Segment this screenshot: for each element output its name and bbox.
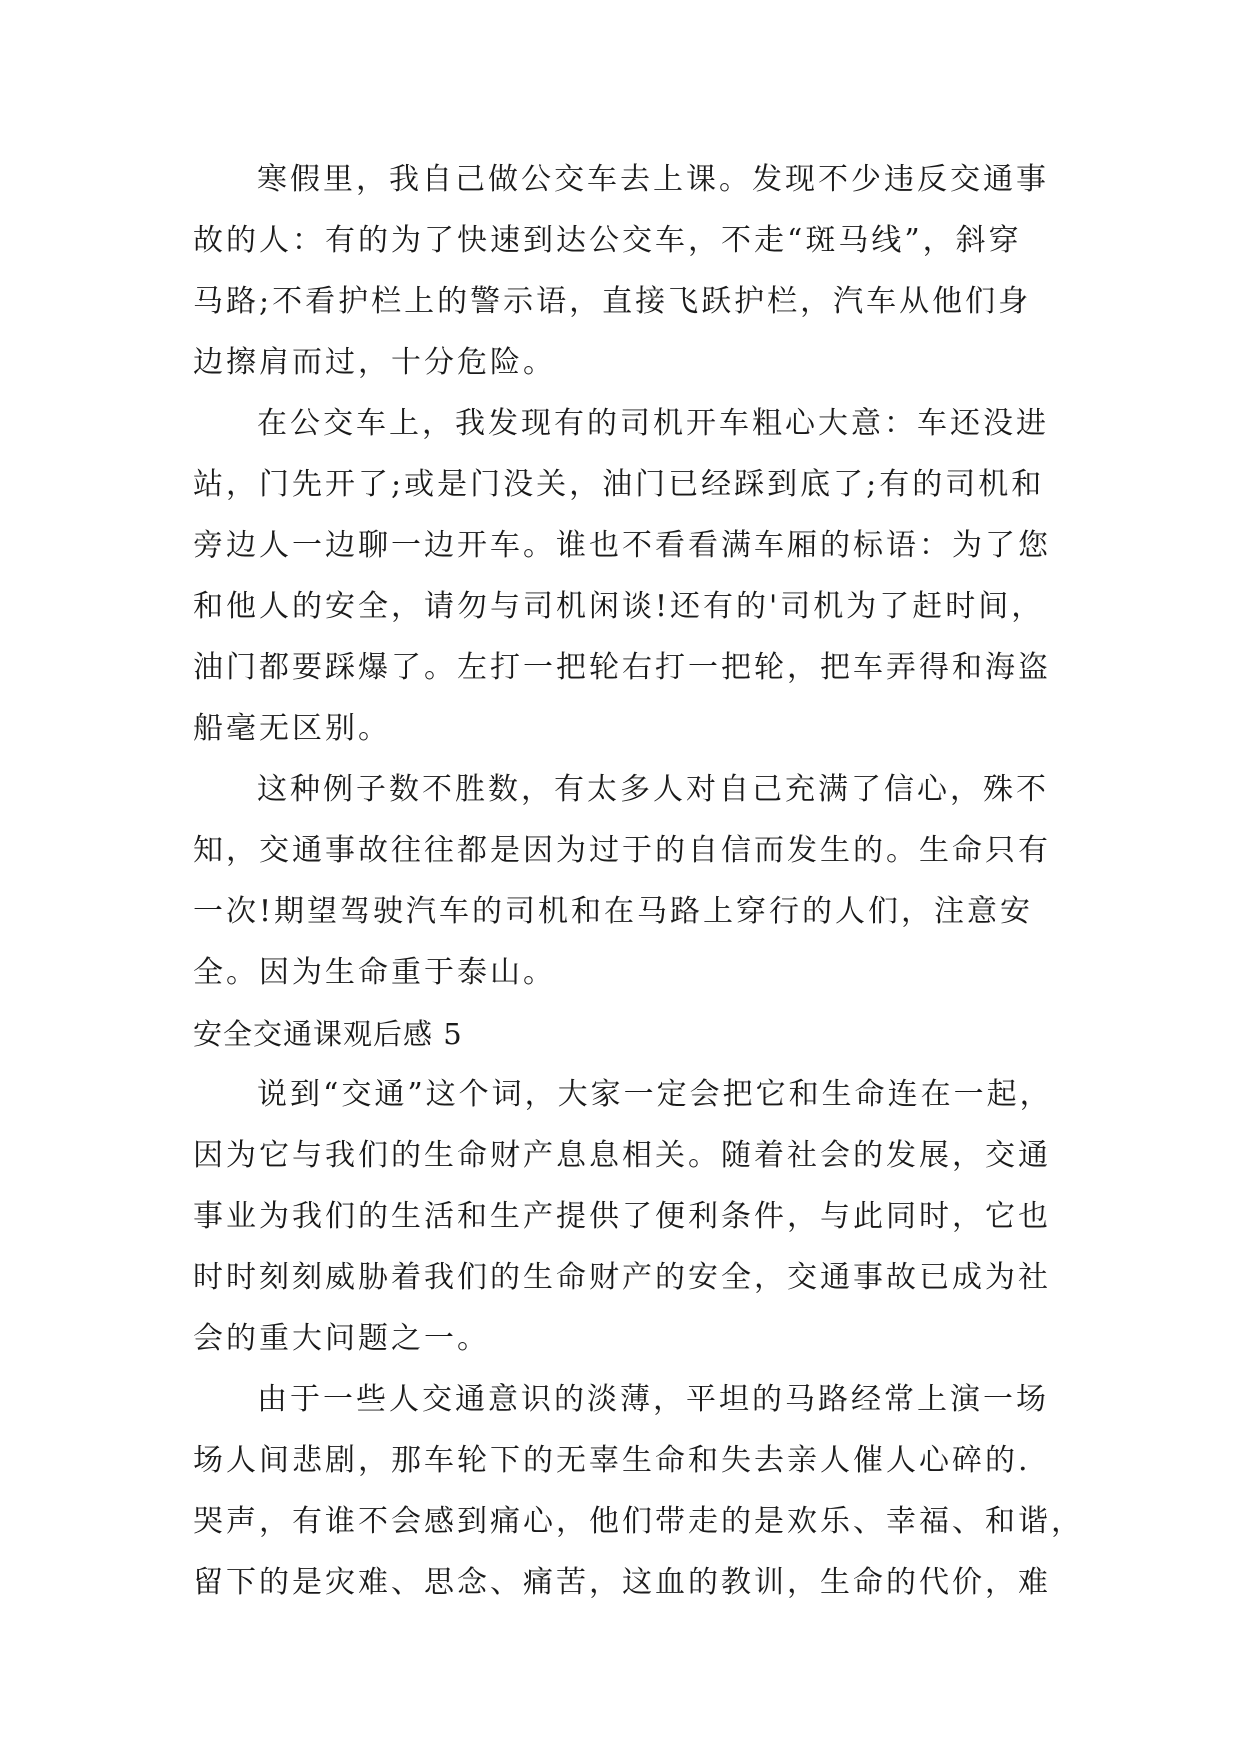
text-line: 旁边人一边聊一边开车。谁也不看看满车厢的标语：为了您 bbox=[193, 528, 1051, 563]
text-line: 时时刻刻威胁着我们的生命财产的安全，交通事故已成为社 bbox=[193, 1260, 1051, 1295]
text-line: 场人间悲剧，那车轮下的无辜生命和失去亲人催人心碎的. bbox=[193, 1443, 1031, 1478]
section-heading: 安全交通课观后感 5 bbox=[193, 1017, 463, 1051]
text-line: 在公交车上，我发现有的司机开车粗心大意：车还没进 bbox=[257, 406, 1049, 441]
text-line: 站，门先开了;或是门没关，油门已经踩到底了;有的司机和 bbox=[193, 467, 1045, 502]
text-line: 全。因为生命重于泰山。 bbox=[193, 955, 556, 990]
text-line: 会的重大问题之一。 bbox=[193, 1321, 490, 1356]
text-line: 边擦肩而过，十分危险。 bbox=[193, 345, 556, 380]
text-line: 寒假里，我自己做公交车去上课。发现不少违反交通事 bbox=[257, 162, 1049, 197]
text-line: 和他人的安全，请勿与司机闲谈!还有的'司机为了赶时间， bbox=[193, 589, 1045, 624]
text-line: 这种例子数不胜数，有太多人对自己充满了信心，殊不 bbox=[257, 772, 1049, 807]
text-line: 故的人：有的为了快速到达公交车，不走“斑马线”，斜穿 bbox=[193, 223, 1022, 258]
text-line: 事业为我们的生活和生产提供了便利条件，与此同时，它也 bbox=[193, 1199, 1051, 1234]
text-line: 船毫无区别。 bbox=[193, 711, 391, 746]
text-line: 油门都要踩爆了。左打一把轮右打一把轮，把车弄得和海盗 bbox=[193, 650, 1051, 685]
text-line: 由于一些人交通意识的淡薄，平坦的马路经常上演一场 bbox=[257, 1382, 1049, 1417]
text-line: 因为它与我们的生命财产息息相关。随着社会的发展，交通 bbox=[193, 1138, 1051, 1173]
text-line: 知，交通事故往往都是因为过于的自信而发生的。生命只有 bbox=[193, 833, 1051, 868]
text-line: 留下的是灾难、思念、痛苦，这血的教训，生命的代价，难 bbox=[193, 1565, 1051, 1600]
document-body bbox=[193, 160, 1084, 1624]
text-line: 一次!期望驾驶汽车的司机和在马路上穿行的人们，注意安 bbox=[193, 894, 1034, 929]
text-line: 哭声，有谁不会感到痛心，他们带走的是欢乐、幸福、和谐， bbox=[193, 1504, 1084, 1539]
text-line: 马路;不看护栏上的警示语，直接飞跃护栏，汽车从他们身 bbox=[193, 284, 1032, 319]
text-line: 说到“交通”这个词，大家一定会把它和生命连在一起， bbox=[257, 1077, 1053, 1112]
